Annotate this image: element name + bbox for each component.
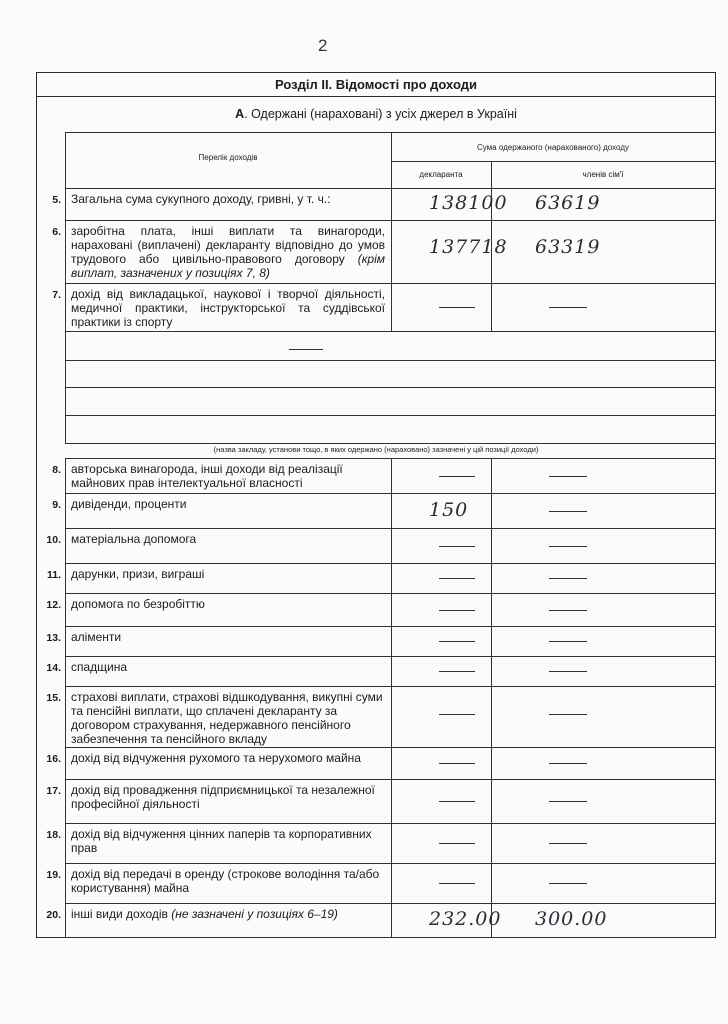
row-number: 20.: [46, 909, 61, 921]
row-label: дохід від відчуження цінних паперів та корпоративних прав: [71, 827, 372, 855]
declarant-amount: 232.00: [429, 908, 502, 930]
row-number: 5.: [52, 194, 61, 206]
family-amount: 300.00: [535, 908, 608, 930]
row-border: [65, 779, 715, 780]
row-label-main: заробітна плата, інші виплати та винагороди, нараховані (виплачені) декларанту відповідно до умов трудового або цивільно-правового договору: [71, 224, 385, 266]
declarant-empty-dash: [439, 714, 475, 715]
row-number: 11.: [46, 569, 61, 581]
col-border: [391, 458, 392, 937]
header-list-label: Перелік доходів: [198, 153, 258, 162]
row-label: допомога по безробіттю: [71, 597, 205, 611]
family-empty-dash: [549, 641, 587, 642]
declarant-empty-dash: [439, 578, 475, 579]
declarant-empty-dash: [439, 610, 475, 611]
row-border: [65, 626, 715, 627]
family-empty-dash: [549, 671, 587, 672]
declarant-empty-dash: [439, 641, 475, 642]
row-label: дохід від передачі в оренду (строкове володіння та/або користування) майна: [71, 867, 380, 895]
header-mid-border: [391, 132, 392, 188]
row-label: страхові виплати, страхові відшкодування, викупні суми та пенсійні виплати, що сплачені декларанту за договором страхування, недержавного пенсійного забезпечення та пенсійного вкладу: [71, 690, 383, 746]
row-border: [65, 863, 715, 864]
row-border: [65, 493, 715, 494]
row-label: [71, 224, 385, 280]
row-border: [65, 443, 715, 444]
row-label: авторська винагорода, інші доходи від реалізації майнових прав інтелектуальної власності: [71, 462, 343, 490]
row-label: аліменти: [71, 630, 122, 644]
family-empty-dash: [549, 307, 587, 308]
declarant-empty-dash: [439, 307, 475, 308]
row-number: 9.: [52, 499, 61, 511]
row-number: 12.: [46, 599, 61, 611]
section-title: Розділ ІІ. Відомості про доходи: [37, 73, 715, 97]
header-top-border: [65, 132, 715, 133]
row-border: [65, 528, 715, 529]
family-amount: 63619: [535, 192, 601, 214]
row-border: [65, 656, 715, 657]
row-border: [65, 415, 715, 416]
row-border: [65, 937, 715, 938]
row-label: дохід від відчуження рухомого та нерухомого майна: [71, 751, 361, 765]
family-empty-dash: [549, 578, 587, 579]
declarant-empty-dash: [439, 843, 475, 844]
declarant-empty-dash: [439, 763, 475, 764]
institution-dash: [289, 349, 323, 350]
row-number: 15.: [46, 692, 61, 704]
family-empty-dash: [549, 714, 587, 715]
row-label: дохід від викладацької, наукової і творчої діяльності, медичної практики, інструкторської та суддівської практики із спорту: [71, 287, 385, 329]
row-border: [65, 458, 715, 459]
row-label-note: (не зазначені у позиціях 6–19): [171, 907, 338, 921]
declarant-amount: 138100: [429, 192, 508, 214]
row-number: 10.: [46, 534, 61, 546]
subsection-text: . Одержані (нараховані) з усіх джерел в Україні: [244, 107, 517, 121]
row-number: 16.: [46, 753, 61, 765]
institution-note: (назва закладу, установи тощо, в яких одержано (нараховано) зазначені у цій позиції доходи): [213, 445, 539, 454]
declarant-empty-dash: [439, 801, 475, 802]
col-border: [491, 458, 492, 937]
family-empty-dash: [549, 763, 587, 764]
row-label-main: інші види доходів: [71, 907, 172, 921]
row-border: [65, 903, 715, 904]
row-number: 7.: [52, 289, 61, 301]
header-sum-label: Сума одержаного (нарахованого) доходу: [476, 143, 629, 152]
row-border: [65, 823, 715, 824]
row-border: [65, 747, 715, 748]
declarant-empty-dash: [439, 671, 475, 672]
row-label: дохід від провадження підприємницької та незалежної професійної діяльності: [71, 783, 375, 811]
row-label: дарунки, призи, виграші: [71, 567, 205, 581]
family-empty-dash: [549, 546, 587, 547]
row-number: 13.: [46, 632, 61, 644]
row-border: [65, 686, 715, 687]
row-label: спадщина: [71, 660, 128, 674]
row-border: [65, 188, 715, 189]
row-number: 8.: [52, 464, 61, 476]
row-label: матеріальна допомога: [71, 532, 197, 546]
declarant-empty-dash: [439, 476, 475, 477]
row-number: 18.: [46, 829, 61, 841]
row-border: [65, 283, 715, 284]
subsection-letter: А: [235, 107, 245, 121]
family-empty-dash: [549, 883, 587, 884]
row-number: 14.: [46, 662, 61, 674]
declarant-empty-dash: [439, 546, 475, 547]
row-number: 17.: [46, 785, 61, 797]
row-label: Загальна сума сукупного доходу, гривні, у т. ч.:: [71, 192, 331, 206]
row-border: [65, 360, 715, 361]
declarant-amount: 150: [429, 498, 469, 521]
page-number: 2: [318, 36, 328, 55]
row-border: [65, 220, 715, 221]
header-family-label: членів сім'ї: [582, 170, 624, 179]
row-number: 6.: [52, 226, 61, 238]
row-border: [65, 331, 715, 332]
declarant-empty-dash: [439, 883, 475, 884]
row-label: [71, 907, 385, 921]
row-label: дивіденди, проценти: [71, 497, 187, 511]
family-amount: 63319: [535, 236, 601, 258]
row-border: [65, 563, 715, 564]
col-border: [391, 188, 392, 331]
subsection-title: [37, 97, 715, 132]
row-label-note: (крім виплат, зазначених у позиціях 7, 8): [71, 252, 385, 280]
family-empty-dash: [549, 511, 587, 512]
declarant-amount: 137718: [429, 236, 508, 258]
col-border: [65, 458, 66, 937]
header-sub-border: [391, 161, 715, 162]
row-border: [65, 387, 715, 388]
col-border: [65, 188, 66, 331]
row-number: 19.: [46, 869, 61, 881]
family-empty-dash: [549, 610, 587, 611]
family-empty-dash: [549, 843, 587, 844]
family-empty-dash: [549, 476, 587, 477]
family-empty-dash: [549, 801, 587, 802]
income-section-frame: [36, 72, 716, 938]
header-declarant-label: декларанта: [419, 170, 463, 179]
row-border: [65, 593, 715, 594]
